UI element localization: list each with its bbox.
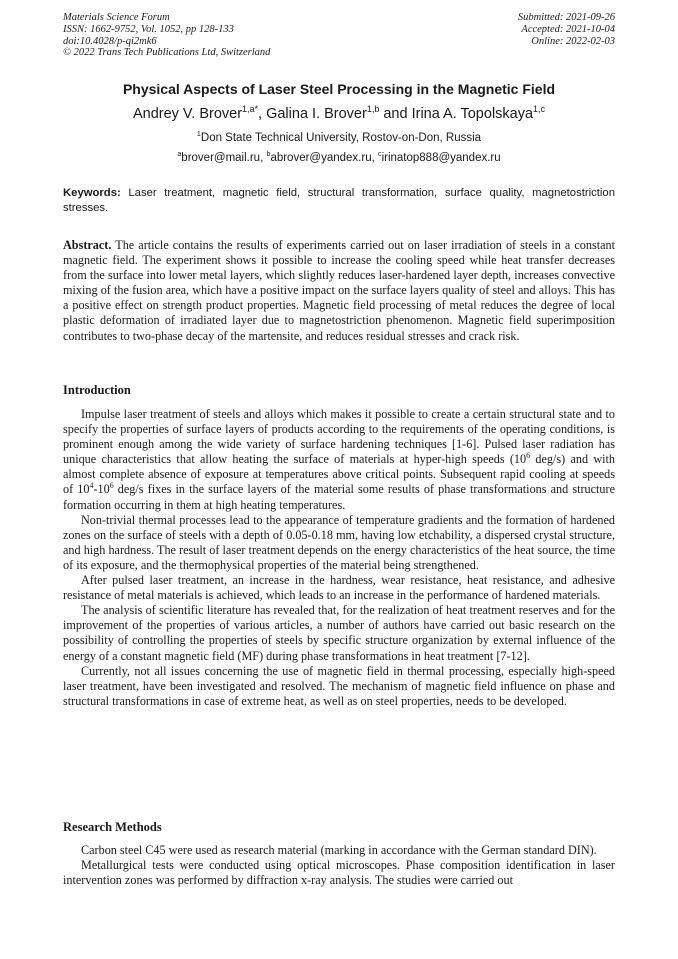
abstract-text: The article contains the results of experiments carried out on laser irradiation of steels in a constant magnetic field. The experiment shows it possible to increase the cooling speed while heat transfer decreases from the surface into lower metal layers, which slightly reduces laser-hardened layer depth, increases convective mixing of the fusion area, which have a positive impact on the surface layers quality of steel and alloys. This has a positive effect on strength product properties. Magnetic field processing of metal reduces the degree of local plastic deformation of irradiated layer due to magnetostriction phenomenon. Magnetic field superimposition contributes to two-phase decay of the martensite, and reduces residual stresses and crack risk. [63, 238, 615, 343]
paragraph: Non-trivial thermal processes lead to the appearance of temperature gradients and the formation of hardened zones on the surface of steels with a depth of 0.05-0.18 mm, having low etchability, a dispersed crystal structure, and high hardness. The result of laser treatment depends on the energy characteristics of the heat source, the time of its exposure, and the thermophysical properties of the material being strengthened. [63, 512, 615, 572]
author-name: Andrey V. Brover [132, 106, 243, 122]
affiliation-sup: 1 [196, 130, 201, 139]
paragraph-text: -10 [93, 482, 110, 497]
author-affil-sup: 1,c [533, 104, 546, 115]
abstract [63, 238, 615, 344]
superscript: 6 [109, 481, 114, 491]
keywords-label: Keywords: [63, 187, 121, 199]
accepted-date: Accepted: 2021-10-04 [521, 23, 615, 35]
email-text: irinatop888@yandex.ru [381, 152, 501, 164]
author-name: Galina I. Brover [266, 106, 367, 122]
paragraph [63, 407, 615, 513]
email-sup: c [378, 150, 382, 159]
affiliation [40, 130, 638, 146]
issn-line: ISSN: 1662-9752, Vol. 1052, pp 128-133 [63, 23, 234, 35]
superscript: 6 [526, 451, 531, 461]
superscript: 4 [89, 481, 94, 491]
author-affil-sup: 1,a* [242, 104, 259, 115]
author-separator: , [258, 106, 267, 122]
author-name: Irina A. Topolskaya [411, 106, 534, 122]
affiliation-text: Don State Technical University, Rostov-on-Don, Russia [200, 132, 482, 144]
paragraph: Currently, not all issues concerning the use of magnetic field in thermal processing, especially high-speed laser treatment, have been investigated and resolved. The mechanism of magnetic field influence on phase and structural transformations in case of extreme heat, as well as on steel properties, needs to be developed. [63, 663, 615, 708]
keywords-text: Laser treatment, magnetic field, structural transformation, surface quality, magnetostriction stresses. [63, 187, 615, 214]
research-methods-heading: Research Methods [63, 820, 162, 834]
research-methods-body [63, 843, 615, 888]
journal-header [63, 12, 270, 59]
paper-title: Physical Aspects of Laser Steel Processing in the Magnetic Field [122, 81, 556, 97]
submitted-date: Submitted: 2021-09-26 [517, 12, 615, 23]
paragraph: Metallurgical tests were conducted using optical microscopes. Phase composition identification in laser intervention zones was performed by diffraction x-ray analysis. The studies were carried out [63, 858, 615, 888]
introduction-body [63, 407, 615, 709]
introduction-heading: Introduction [63, 383, 131, 397]
doi-line: doi:10.4028/p-qi2mk6 [63, 35, 157, 47]
author-affil-sup: 1,b [366, 104, 380, 115]
email-list [40, 150, 638, 166]
email-text: abrover@yandex.ru, [270, 152, 378, 164]
email-sup: b [266, 150, 271, 159]
keywords [63, 186, 615, 215]
copyright-line: © 2022 Trans Tech Publications Ltd, Switzerland [63, 47, 271, 59]
paragraph: After pulsed laser treatment, an increase in the hardness, wear resistance, heat resistance, and adhesive resistance of metal materials is achieved, which leads to an increase in the performance of hardened materials. [63, 573, 615, 603]
paragraph-text: deg/s fixes in the surface layers of the material some results of phase transformations and structure formation occurring in them at high heating temperatures. [63, 482, 615, 512]
author-list [40, 104, 638, 124]
journal-name: Materials Science Forum [63, 12, 170, 23]
paragraph-text: deg/s) and with almost complete absence of exposure at temperatures above critical points. Subsequent rapid cooling at speeds of 10 [63, 452, 615, 497]
author-separator: and [379, 106, 412, 122]
dates-header [518, 12, 615, 47]
paragraph: The analysis of scientific literature has revealed that, for the realization of heat treatment reserves and for the improvement of the properties of various articles, a number of authors have carried out basic research on the possibility of controlling the properties of steels by specific structure organization by external influence of the energy of a constant magnetic field (MF) during phase transformations in heat treatment [7-12]. [63, 603, 615, 663]
online-date: Online: 2022-02-03 [531, 35, 615, 47]
abstract-label: Abstract. [63, 238, 112, 252]
email-sup: a [177, 150, 182, 159]
email-text: brover@mail.ru, [181, 152, 267, 164]
paragraph-text: Impulse laser treatment of steels and alloys which makes it possible to create a certain structural state and to specify the properties of surface layers of products according to the requirements of the operating conditions, is prominent enough among the wide variety of surface hardening techniques [1-6]. Pulsed laser radiation has unique characteristics that allow heating the surface of materials at hyper-high speeds (10 [63, 407, 615, 467]
paragraph: Carbon steel C45 were used as research material (marking in accordance with the German standard DIN). [81, 843, 597, 857]
